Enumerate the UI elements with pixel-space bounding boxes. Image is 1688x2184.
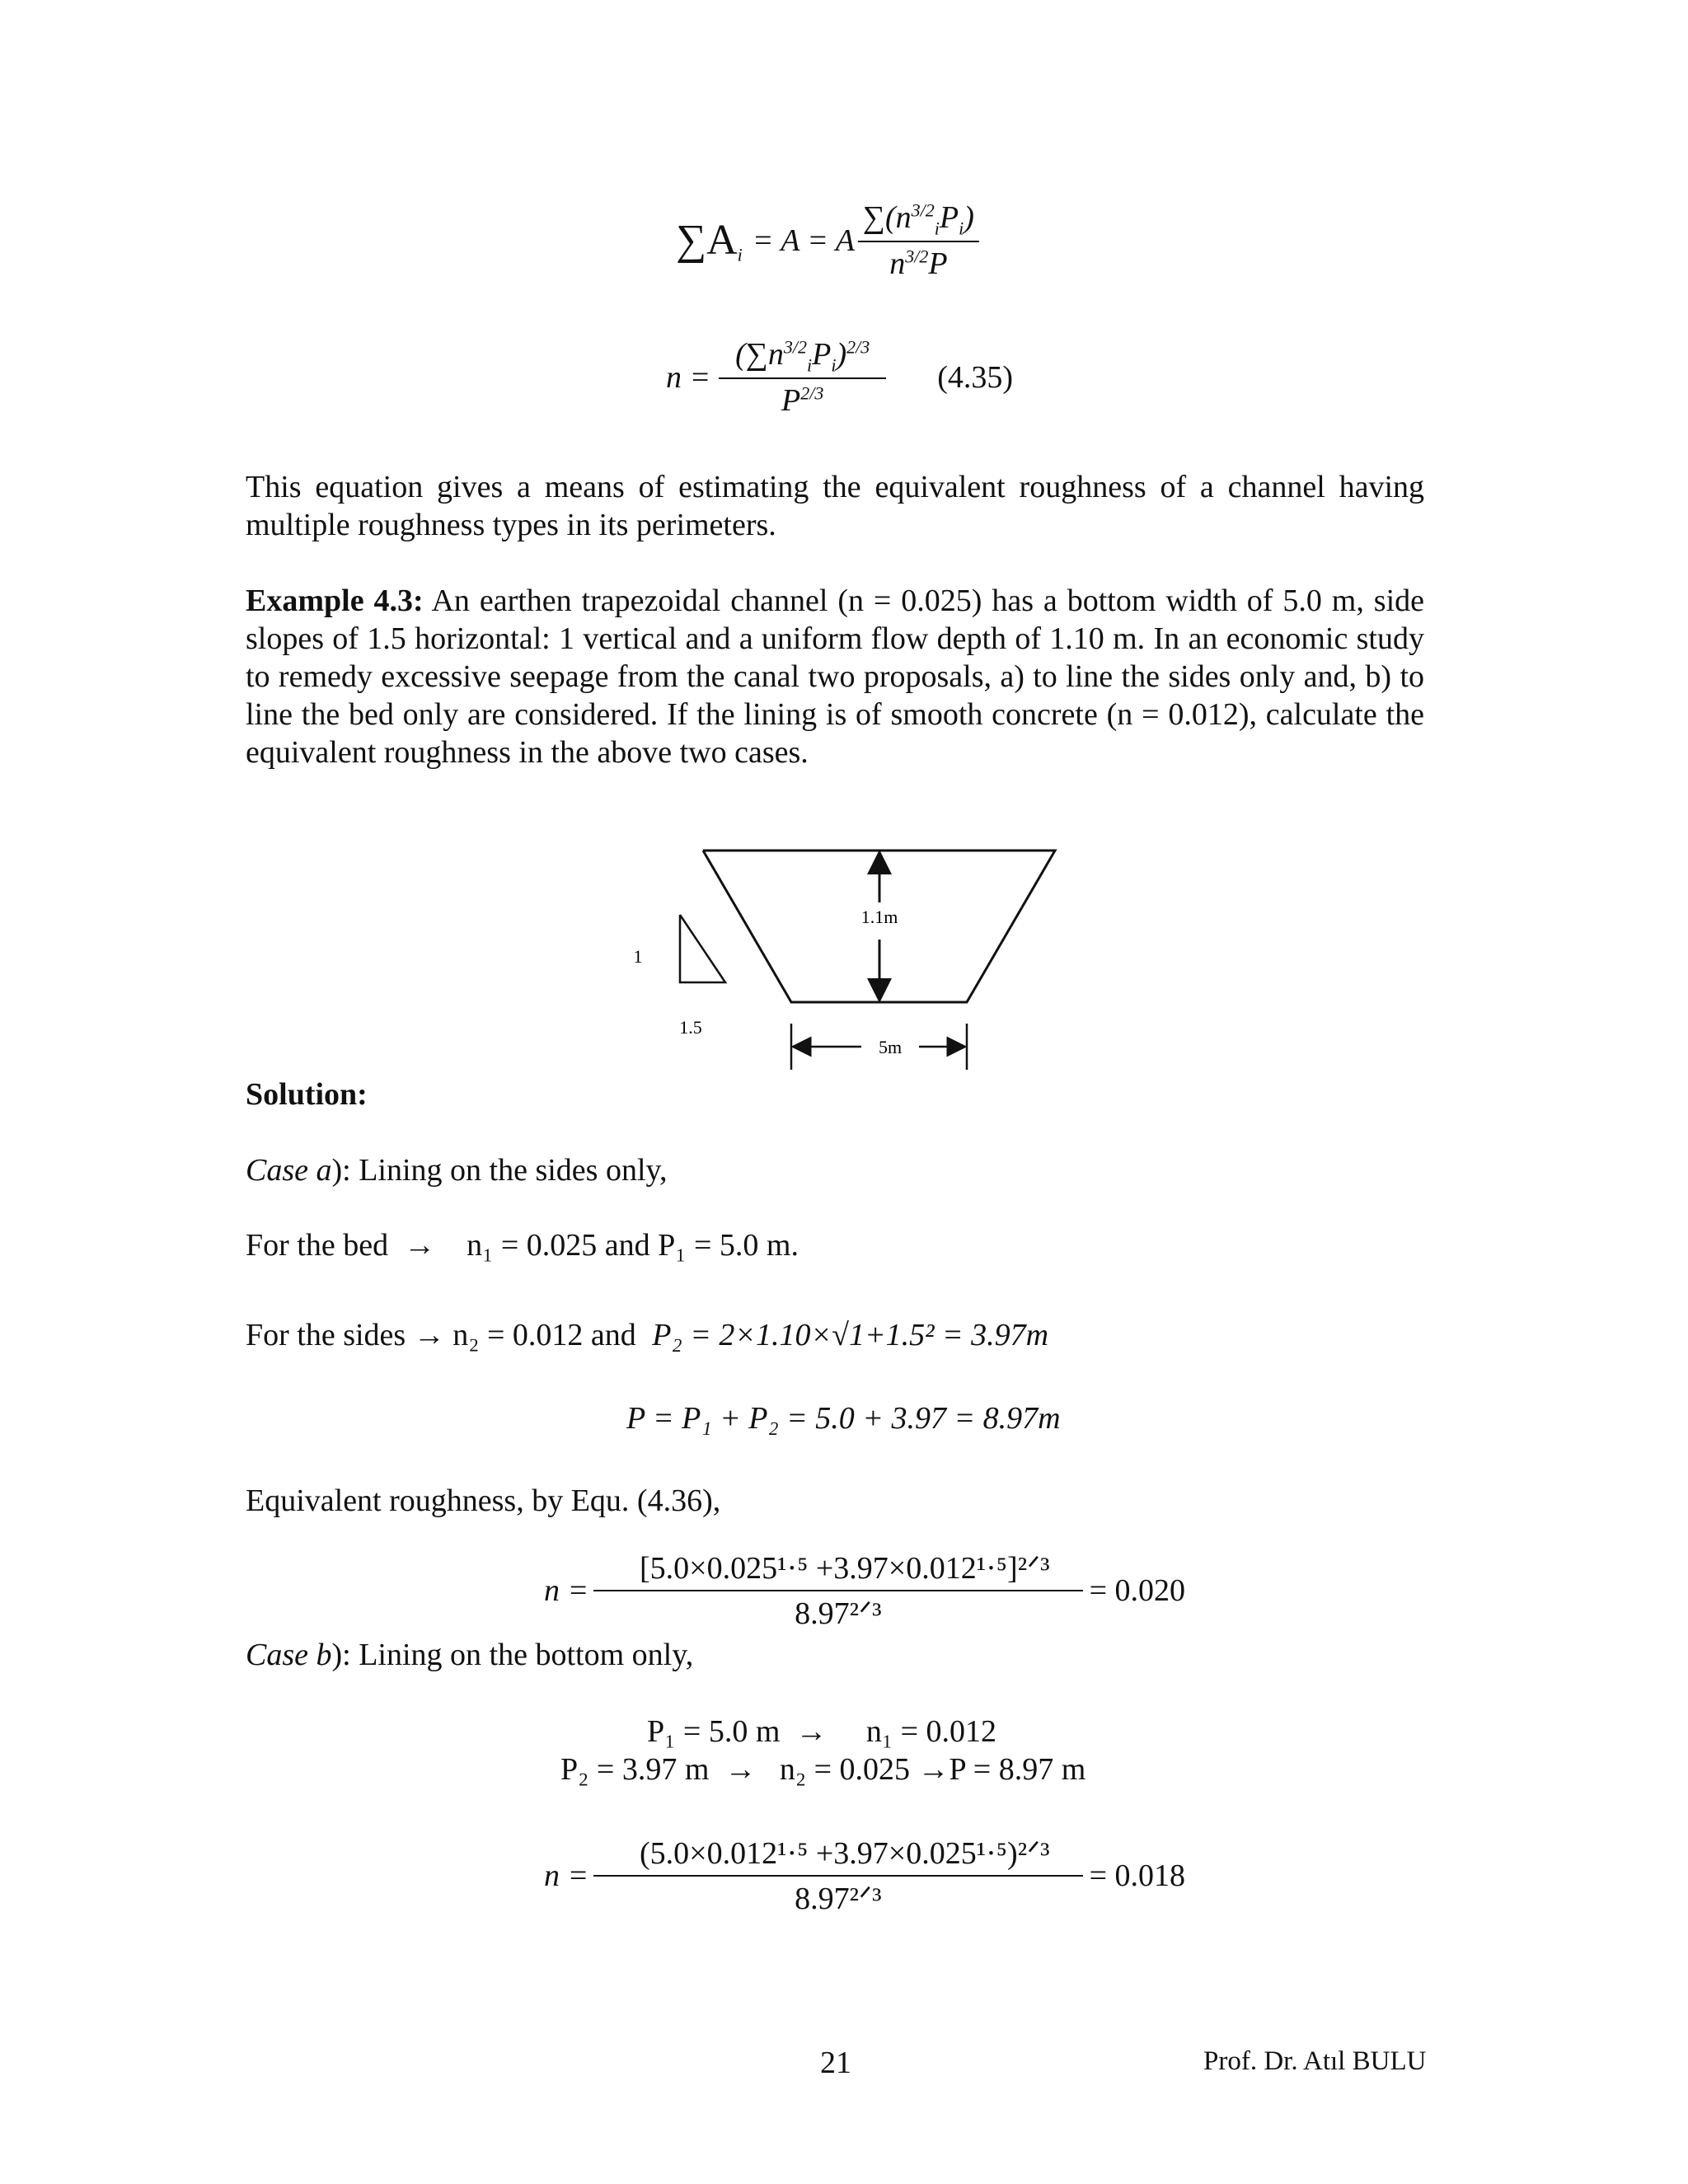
sides-equation: P₂ = 2×1.10×√1+1.5² = 3.97m [652, 1318, 1049, 1352]
case-a-n-lhs: n = [544, 1573, 589, 1608]
sides-line [246, 1316, 1048, 1354]
eq1-mid: = A = A [752, 223, 855, 258]
case-a-label: Case a [246, 1153, 332, 1188]
case-b-result: = 0.018 [1089, 1858, 1185, 1893]
slope-vertical-label: 1 [633, 946, 643, 967]
slope-triangle [680, 915, 725, 982]
case-b-fraction [593, 1835, 1083, 1917]
equation-4-35 [666, 328, 1013, 427]
paragraph-intro: This equation gives a means of estimating the equivalent roughness of a channel having multiple roughness types in its perimeters. [246, 470, 1424, 542]
eq2-lhs: n = [666, 360, 711, 395]
case-b-numerator: (5.0×0.012¹·⁵ +3.97×0.025¹·⁵)²ᐟ³ [593, 1835, 1083, 1877]
sides-prefix: For the sides → n₂ = 0.012 and [246, 1318, 636, 1352]
case-a-result: = 0.020 [1089, 1573, 1185, 1608]
solution-heading: Solution: [246, 1077, 368, 1112]
depth-label: 1.1m [860, 907, 898, 927]
case-b-text: ): Lining on the bottom only, [331, 1638, 694, 1672]
equation-case-a [544, 1549, 1185, 1632]
example-text: An earthen trapezoidal channel (n = 0.025) has a bottom width of 5.0 m, side slopes of 1.5 horizontal: 1 vertical and a uniform flow depth of 1.10 m. In an economic study to remedy excessive seepage from the canal two proposals, a) to line the sides only and, b) to line the bed only are considered. If the lining is of smooth concrete (n = 0.012), calculate the equivalent roughness in the above two cases. [246, 583, 1424, 770]
bed-line: For the bed → n₁ = 0.025 and P₁ = 5.0 m. [246, 1228, 799, 1263]
case-a-numerator: [5.0×0.025¹·⁵ +3.97×0.012¹·⁵]²ᐟ³ [593, 1549, 1083, 1591]
eq2-fraction: $\frac{(\sum n^{3/2}_iP_i)^{2/3}}{P^{2/3}}$ [719, 336, 886, 419]
author-footer: Prof. Dr. Atıl BULU [1203, 2046, 1427, 2076]
equation-number: (4.35) [937, 360, 1014, 395]
equation-area-sum [676, 191, 979, 290]
example-label: Example 4.3: [246, 583, 424, 618]
equivalent-roughness-text: Equivalent roughness, by Equ. (4.36), [246, 1483, 721, 1518]
case-a-line [246, 1151, 668, 1189]
case-b-perimeter-2: P₂ = 3.97 m → n₂ = 0.025 →P = 8.97 m [560, 1752, 1086, 1787]
perimeter-sum-equation: P = P₁ + P₂ = 5.0 + 3.97 = 8.97m [626, 1401, 1061, 1436]
eq1-lhs: $\sum A_i$ [676, 216, 743, 265]
example-paragraph [246, 582, 1424, 771]
equation-case-b [544, 1835, 1185, 1917]
case-a-denominator: 8.97²ᐟ³ [795, 1596, 882, 1631]
slope-horizontal-label: 1.5 [679, 1017, 702, 1038]
channel-cross-section-figure [610, 824, 1104, 1088]
case-b-perimeter-1: P₁ = 5.0 m → n₁ = 0.012 [647, 1714, 997, 1749]
page-number: 21 [820, 2046, 851, 2080]
case-b-label: Case b [246, 1638, 332, 1672]
case-a-text: ): Lining on the sides only, [331, 1153, 668, 1188]
case-b-line [246, 1636, 693, 1674]
width-label: 5m [878, 1037, 903, 1057]
case-b-denominator: 8.97²ᐟ³ [795, 1882, 882, 1916]
case-a-fraction [593, 1549, 1083, 1632]
case-b-n-lhs: n = [544, 1858, 589, 1893]
eq1-fraction: $\frac{\sum(n^{3/2}_iP_i)}{n^{3/2}P}$ [858, 199, 979, 283]
